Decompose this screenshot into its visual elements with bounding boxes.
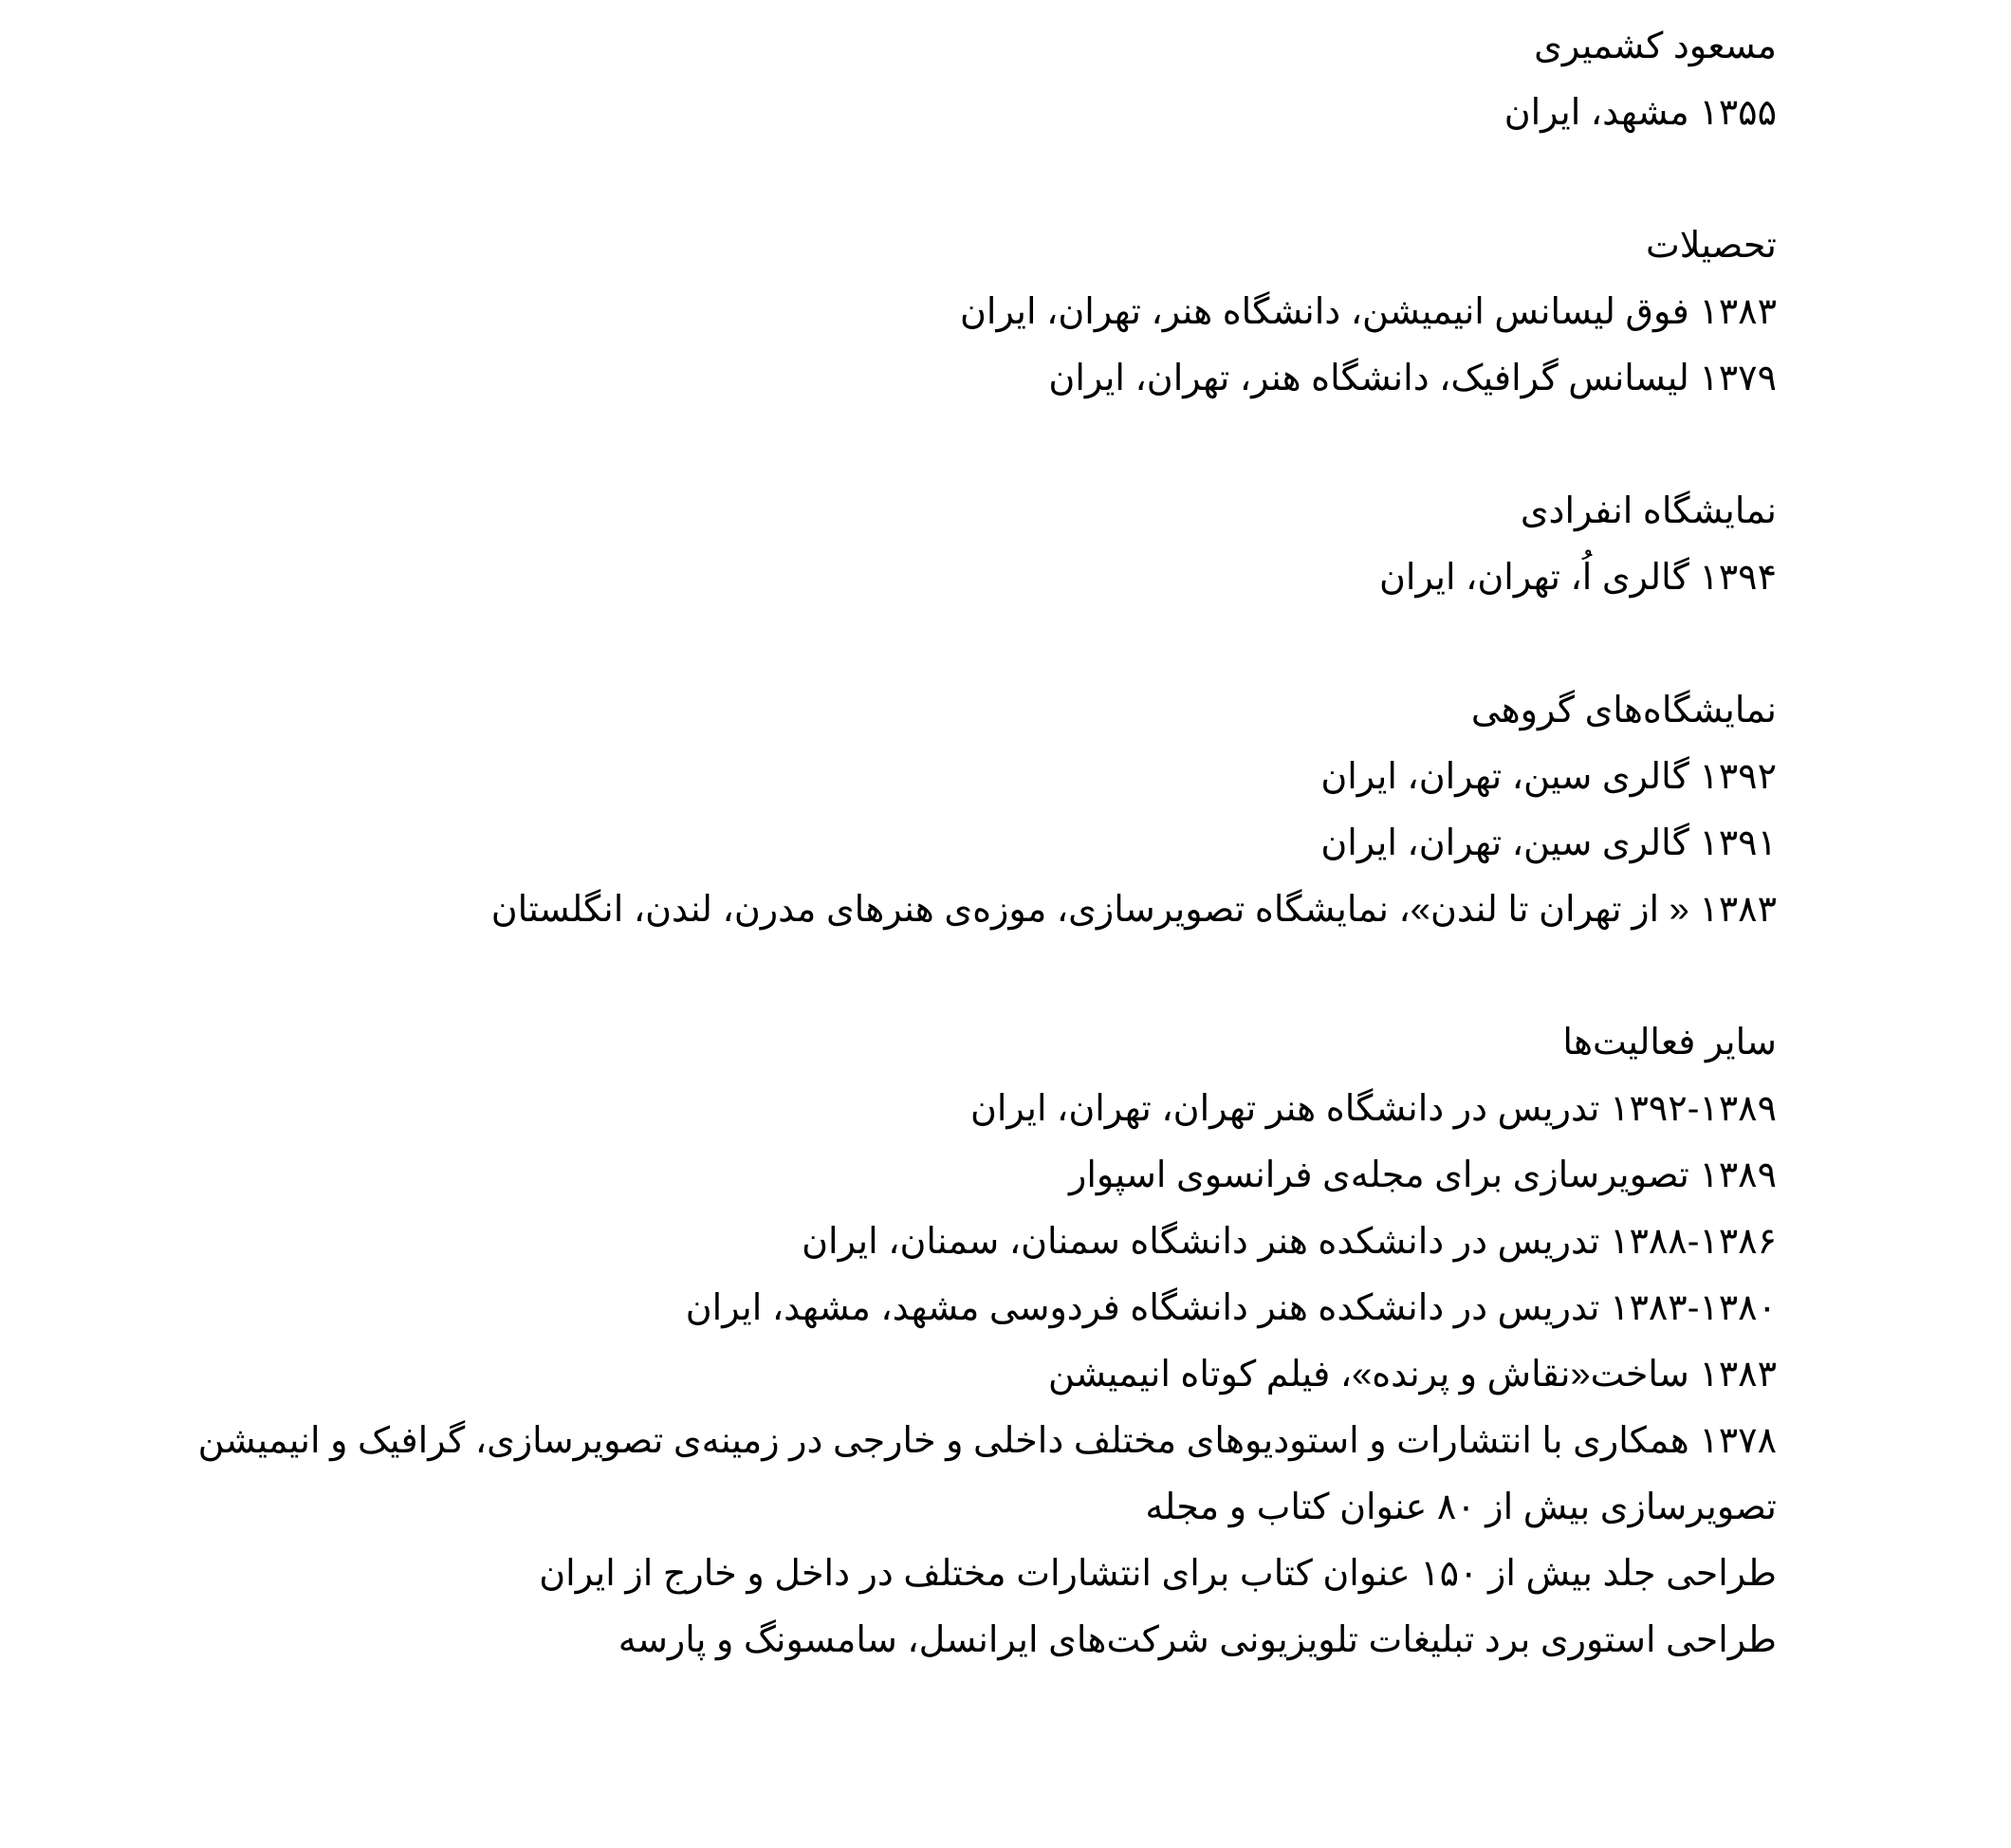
activity-item: تصویرسازی بیش از ۸۰ عنوان کتاب و مجله [1145, 1488, 1777, 1527]
solo-exhibition-item: ۱۳۹۴ گالری اُ، تهران، ایران [1378, 558, 1777, 598]
section-group-exhibitions [12, 677, 1777, 943]
section-title-education: تحصیلات [1646, 226, 1777, 266]
section-title-other-activities: سایر فعالیت‌ها [1562, 1023, 1777, 1063]
activity-item: ۱۳۸۳ ساخت«نقاش و پرنده»، فیلم کوتاه انیمیشن [1048, 1355, 1777, 1395]
activity-item: ۱۳۸۳-۱۳۸۰ تدریس در دانشکده هنر دانشگاه فردوسی مشهد، مشهد، ایران [685, 1288, 1777, 1328]
section-spacer [12, 412, 1777, 478]
section-solo-exhibition [12, 478, 1777, 611]
section-title-solo-exhibition: نمایشگاه انفرادی [1520, 491, 1777, 531]
section-spacer [12, 611, 1777, 677]
activity-item: ۱۳۸۸-۱۳۸۶ تدریس در دانشکده هنر دانشگاه سمنان، سمنان، ایران [802, 1222, 1777, 1262]
artist-name: مسعود کشمیری [1534, 27, 1777, 66]
education-item: ۱۳۸۳ فوق لیسانس انیمیشن، دانشگاه هنر، تهران، ایران [959, 292, 1777, 332]
section-title-group-exhibitions: نمایشگاه‌های گروهی [1470, 691, 1777, 730]
group-exhibition-item: ۱۳۹۲ گالری سین، تهران، ایران [1320, 757, 1777, 797]
group-exhibition-item: ۱۳۹۱ گالری سین، تهران، ایران [1320, 823, 1777, 863]
group-exhibition-item: ۱۳۸۳ « از تهران تا لندن»، نمایشگاه تصویرسازی، موزه‌ی هنرهای مدرن، لندن، انگلستان [490, 890, 1777, 930]
birth-info: ۱۳۵۵ مشهد، ایران [1504, 93, 1777, 133]
section-spacer [12, 146, 1777, 213]
activity-item: ۱۳۸۹ تصویرسازی برای مجله‌ی فرانسوی اسپوار [1068, 1155, 1777, 1195]
activity-item: طراحی استوری برد تبلیغات تلویزیونی شرکت‌های ایرانسل، سامسونگ و پارسه [618, 1620, 1777, 1660]
section-spacer [12, 943, 1777, 1009]
section-other-activities [12, 1009, 1777, 1673]
activity-item: ۱۳۹۲-۱۳۸۹ تدریس در دانشگاه هنر تهران، تهران، ایران [969, 1089, 1777, 1129]
section-education [12, 213, 1777, 412]
activity-item: طراحی جلد بیش از ۱۵۰ عنوان کتاب برای انتشارات مختلف در داخل و خارج از ایران [539, 1554, 1777, 1594]
education-item: ۱۳۷۹ لیسانس گرافیک، دانشگاه هنر، تهران، ایران [1048, 359, 1777, 398]
resume-column [12, 13, 1777, 1673]
activity-item: ۱۳۷۸ همکاری با انتشارات و استودیوهای مختلف داخلی و خارجی در زمینه‌ی تصویرسازی، گرافیک و انیمیشن [197, 1421, 1777, 1461]
